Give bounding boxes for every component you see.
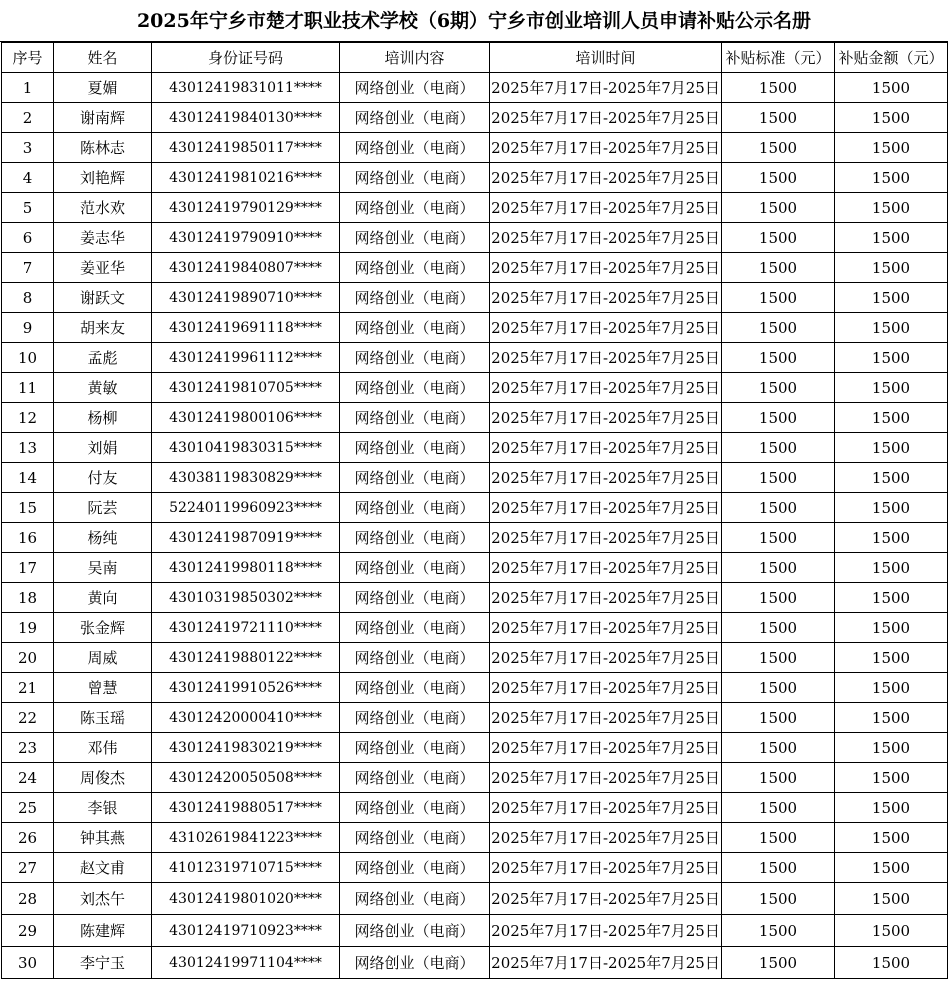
cell-training-content: 网络创业（电商） <box>340 793 490 823</box>
cell-training-period: 2025年7月17日-2025年7月25日 <box>490 283 722 313</box>
cell-index: 5 <box>2 193 54 223</box>
cell-id-number: 43012419980118**** <box>152 553 340 583</box>
table-body <box>2 73 948 979</box>
cell-training-content: 网络创业（电商） <box>340 223 490 253</box>
cell-subsidy-standard: 1500 <box>722 283 835 313</box>
cell-name: 张金辉 <box>54 613 152 643</box>
cell-training-period: 2025年7月17日-2025年7月25日 <box>490 583 722 613</box>
header-subsidy-amount: 补贴金额（元） <box>835 43 948 73</box>
cell-subsidy-standard: 1500 <box>722 103 835 133</box>
cell-name: 李银 <box>54 793 152 823</box>
cell-index: 10 <box>2 343 54 373</box>
cell-subsidy-amount: 1500 <box>835 433 948 463</box>
cell-subsidy-amount: 1500 <box>835 373 948 403</box>
cell-training-content: 网络创业（电商） <box>340 703 490 733</box>
cell-id-number: 43012420050508**** <box>152 763 340 793</box>
cell-subsidy-standard: 1500 <box>722 433 835 463</box>
cell-name: 钟其燕 <box>54 823 152 853</box>
header-training-content: 培训内容 <box>340 43 490 73</box>
cell-index: 27 <box>2 853 54 883</box>
cell-id-number: 43012419831011**** <box>152 73 340 103</box>
cell-index: 13 <box>2 433 54 463</box>
cell-name: 周俊杰 <box>54 763 152 793</box>
table-row <box>2 103 948 133</box>
cell-subsidy-amount: 1500 <box>835 403 948 433</box>
cell-id-number: 43012419801020**** <box>152 883 340 915</box>
cell-training-period: 2025年7月17日-2025年7月25日 <box>490 373 722 403</box>
cell-subsidy-amount: 1500 <box>835 553 948 583</box>
cell-training-period: 2025年7月17日-2025年7月25日 <box>490 853 722 883</box>
cell-training-content: 网络创业（电商） <box>340 493 490 523</box>
cell-training-content: 网络创业（电商） <box>340 133 490 163</box>
cell-subsidy-standard: 1500 <box>722 553 835 583</box>
cell-id-number: 43012419721110**** <box>152 613 340 643</box>
table-row <box>2 553 948 583</box>
cell-name: 黄敏 <box>54 373 152 403</box>
cell-subsidy-amount: 1500 <box>835 823 948 853</box>
cell-subsidy-standard: 1500 <box>722 463 835 493</box>
cell-id-number: 43012419910526**** <box>152 673 340 703</box>
cell-id-number: 43012419790910**** <box>152 223 340 253</box>
cell-subsidy-amount: 1500 <box>835 133 948 163</box>
cell-training-period: 2025年7月17日-2025年7月25日 <box>490 163 722 193</box>
header-row <box>2 43 948 73</box>
header-index: 序号 <box>2 43 54 73</box>
cell-name: 曾慧 <box>54 673 152 703</box>
cell-training-content: 网络创业（电商） <box>340 463 490 493</box>
cell-training-content: 网络创业（电商） <box>340 403 490 433</box>
table-row <box>2 223 948 253</box>
cell-training-content: 网络创业（电商） <box>340 947 490 979</box>
table-row <box>2 883 948 915</box>
cell-id-number: 43012419840130**** <box>152 103 340 133</box>
page-title: 2025年宁乡市楚才职业技术学校（6期）宁乡市创业培训人员申请补贴公示名册 <box>0 0 948 42</box>
cell-id-number: 43012419870919**** <box>152 523 340 553</box>
cell-training-content: 网络创业（电商） <box>340 373 490 403</box>
cell-training-period: 2025年7月17日-2025年7月25日 <box>490 313 722 343</box>
cell-subsidy-standard: 1500 <box>722 313 835 343</box>
cell-training-period: 2025年7月17日-2025年7月25日 <box>490 553 722 583</box>
cell-subsidy-standard: 1500 <box>722 343 835 373</box>
cell-subsidy-standard: 1500 <box>722 373 835 403</box>
cell-index: 11 <box>2 373 54 403</box>
cell-index: 4 <box>2 163 54 193</box>
cell-id-number: 52240119960923**** <box>152 493 340 523</box>
cell-name: 刘杰午 <box>54 883 152 915</box>
cell-name: 赵文甫 <box>54 853 152 883</box>
table-row <box>2 193 948 223</box>
cell-id-number: 43012419880122**** <box>152 643 340 673</box>
cell-id-number: 43012419691118**** <box>152 313 340 343</box>
cell-subsidy-amount: 1500 <box>835 493 948 523</box>
cell-index: 1 <box>2 73 54 103</box>
cell-subsidy-amount: 1500 <box>835 73 948 103</box>
subsidy-table <box>1 42 948 979</box>
cell-subsidy-amount: 1500 <box>835 613 948 643</box>
cell-training-content: 网络创业（电商） <box>340 313 490 343</box>
cell-name: 范水欢 <box>54 193 152 223</box>
cell-name: 邓伟 <box>54 733 152 763</box>
cell-subsidy-standard: 1500 <box>722 193 835 223</box>
cell-training-period: 2025年7月17日-2025年7月25日 <box>490 193 722 223</box>
cell-training-period: 2025年7月17日-2025年7月25日 <box>490 433 722 463</box>
cell-subsidy-amount: 1500 <box>835 253 948 283</box>
cell-training-content: 网络创业（电商） <box>340 283 490 313</box>
cell-name: 杨纯 <box>54 523 152 553</box>
cell-id-number: 43012419800106**** <box>152 403 340 433</box>
cell-training-content: 网络创业（电商） <box>340 613 490 643</box>
cell-subsidy-standard: 1500 <box>722 253 835 283</box>
cell-training-period: 2025年7月17日-2025年7月25日 <box>490 823 722 853</box>
cell-id-number: 43012419880517**** <box>152 793 340 823</box>
cell-name: 谢跃文 <box>54 283 152 313</box>
cell-training-content: 网络创业（电商） <box>340 733 490 763</box>
cell-index: 12 <box>2 403 54 433</box>
cell-index: 6 <box>2 223 54 253</box>
cell-id-number: 43012419810216**** <box>152 163 340 193</box>
cell-subsidy-amount: 1500 <box>835 463 948 493</box>
cell-name: 陈建辉 <box>54 915 152 947</box>
cell-training-content: 网络创业（电商） <box>340 73 490 103</box>
cell-subsidy-amount: 1500 <box>835 763 948 793</box>
table-row <box>2 313 948 343</box>
table-row <box>2 583 948 613</box>
cell-training-period: 2025年7月17日-2025年7月25日 <box>490 793 722 823</box>
cell-training-period: 2025年7月17日-2025年7月25日 <box>490 103 722 133</box>
table-row <box>2 763 948 793</box>
table-row <box>2 823 948 853</box>
cell-name: 周威 <box>54 643 152 673</box>
cell-subsidy-amount: 1500 <box>835 853 948 883</box>
cell-training-period: 2025年7月17日-2025年7月25日 <box>490 947 722 979</box>
cell-index: 24 <box>2 763 54 793</box>
cell-training-period: 2025年7月17日-2025年7月25日 <box>490 223 722 253</box>
cell-training-period: 2025年7月17日-2025年7月25日 <box>490 883 722 915</box>
cell-training-content: 网络创业（电商） <box>340 253 490 283</box>
cell-training-period: 2025年7月17日-2025年7月25日 <box>490 703 722 733</box>
cell-subsidy-amount: 1500 <box>835 673 948 703</box>
cell-subsidy-amount: 1500 <box>835 343 948 373</box>
cell-subsidy-amount: 1500 <box>835 703 948 733</box>
cell-subsidy-standard: 1500 <box>722 643 835 673</box>
cell-subsidy-standard: 1500 <box>722 793 835 823</box>
cell-subsidy-amount: 1500 <box>835 643 948 673</box>
cell-training-content: 网络创业（电商） <box>340 763 490 793</box>
cell-training-content: 网络创业（电商） <box>340 103 490 133</box>
cell-id-number: 43012419961112**** <box>152 343 340 373</box>
table-row <box>2 523 948 553</box>
cell-training-content: 网络创业（电商） <box>340 915 490 947</box>
cell-index: 20 <box>2 643 54 673</box>
cell-subsidy-standard: 1500 <box>722 163 835 193</box>
cell-training-content: 网络创业（电商） <box>340 163 490 193</box>
cell-subsidy-amount: 1500 <box>835 915 948 947</box>
cell-training-period: 2025年7月17日-2025年7月25日 <box>490 613 722 643</box>
cell-name: 姜亚华 <box>54 253 152 283</box>
cell-training-content: 网络创业（电商） <box>340 673 490 703</box>
cell-subsidy-standard: 1500 <box>722 673 835 703</box>
table-row <box>2 493 948 523</box>
table-row <box>2 73 948 103</box>
cell-training-content: 网络创业（电商） <box>340 823 490 853</box>
cell-id-number: 43010419830315**** <box>152 433 340 463</box>
cell-training-content: 网络创业（电商） <box>340 433 490 463</box>
table-row <box>2 373 948 403</box>
header-subsidy-standard: 补贴标准（元） <box>722 43 835 73</box>
cell-training-period: 2025年7月17日-2025年7月25日 <box>490 673 722 703</box>
cell-index: 3 <box>2 133 54 163</box>
table-row <box>2 163 948 193</box>
cell-id-number: 43012419830219**** <box>152 733 340 763</box>
cell-name: 陈林志 <box>54 133 152 163</box>
cell-subsidy-amount: 1500 <box>835 733 948 763</box>
table-row <box>2 403 948 433</box>
table-row <box>2 673 948 703</box>
cell-subsidy-standard: 1500 <box>722 403 835 433</box>
cell-subsidy-standard: 1500 <box>722 613 835 643</box>
cell-training-period: 2025年7月17日-2025年7月25日 <box>490 493 722 523</box>
cell-subsidy-standard: 1500 <box>722 883 835 915</box>
cell-subsidy-standard: 1500 <box>722 73 835 103</box>
cell-subsidy-amount: 1500 <box>835 583 948 613</box>
cell-name: 谢南辉 <box>54 103 152 133</box>
table-row <box>2 915 948 947</box>
cell-training-period: 2025年7月17日-2025年7月25日 <box>490 463 722 493</box>
cell-index: 9 <box>2 313 54 343</box>
cell-subsidy-standard: 1500 <box>722 223 835 253</box>
cell-id-number: 43012419790129**** <box>152 193 340 223</box>
cell-training-period: 2025年7月17日-2025年7月25日 <box>490 733 722 763</box>
table-row <box>2 643 948 673</box>
cell-index: 16 <box>2 523 54 553</box>
cell-subsidy-standard: 1500 <box>722 583 835 613</box>
cell-subsidy-standard: 1500 <box>722 733 835 763</box>
cell-id-number: 43012419810705**** <box>152 373 340 403</box>
cell-name: 陈玉瑶 <box>54 703 152 733</box>
cell-subsidy-amount: 1500 <box>835 523 948 553</box>
cell-id-number: 43012420000410**** <box>152 703 340 733</box>
cell-training-content: 网络创业（电商） <box>340 853 490 883</box>
cell-index: 7 <box>2 253 54 283</box>
cell-index: 26 <box>2 823 54 853</box>
cell-training-period: 2025年7月17日-2025年7月25日 <box>490 343 722 373</box>
cell-training-content: 网络创业（电商） <box>340 523 490 553</box>
cell-index: 30 <box>2 947 54 979</box>
cell-id-number: 41012319710715**** <box>152 853 340 883</box>
cell-name: 刘艳辉 <box>54 163 152 193</box>
cell-index: 19 <box>2 613 54 643</box>
cell-id-number: 43012419890710**** <box>152 283 340 313</box>
cell-training-period: 2025年7月17日-2025年7月25日 <box>490 915 722 947</box>
cell-training-content: 网络创业（电商） <box>340 583 490 613</box>
cell-name: 胡来友 <box>54 313 152 343</box>
table-row <box>2 793 948 823</box>
cell-subsidy-standard: 1500 <box>722 493 835 523</box>
cell-subsidy-amount: 1500 <box>835 793 948 823</box>
cell-index: 17 <box>2 553 54 583</box>
cell-name: 阮芸 <box>54 493 152 523</box>
table-row <box>2 853 948 883</box>
cell-subsidy-standard: 1500 <box>722 823 835 853</box>
table-row <box>2 283 948 313</box>
cell-subsidy-amount: 1500 <box>835 223 948 253</box>
cell-name: 李宁玉 <box>54 947 152 979</box>
cell-subsidy-amount: 1500 <box>835 313 948 343</box>
cell-training-content: 网络创业（电商） <box>340 343 490 373</box>
cell-training-content: 网络创业（电商） <box>340 193 490 223</box>
table-row <box>2 343 948 373</box>
cell-name: 孟彪 <box>54 343 152 373</box>
table-row <box>2 463 948 493</box>
cell-subsidy-amount: 1500 <box>835 103 948 133</box>
cell-id-number: 43012419971104**** <box>152 947 340 979</box>
table-row <box>2 947 948 979</box>
cell-training-period: 2025年7月17日-2025年7月25日 <box>490 133 722 163</box>
cell-subsidy-amount: 1500 <box>835 883 948 915</box>
cell-subsidy-standard: 1500 <box>722 523 835 553</box>
cell-id-number: 43010319850302**** <box>152 583 340 613</box>
cell-index: 25 <box>2 793 54 823</box>
cell-index: 22 <box>2 703 54 733</box>
cell-training-period: 2025年7月17日-2025年7月25日 <box>490 403 722 433</box>
cell-id-number: 43012419710923**** <box>152 915 340 947</box>
cell-name: 吴南 <box>54 553 152 583</box>
cell-index: 15 <box>2 493 54 523</box>
cell-training-period: 2025年7月17日-2025年7月25日 <box>490 523 722 553</box>
cell-name: 杨柳 <box>54 403 152 433</box>
cell-name: 付友 <box>54 463 152 493</box>
table-row <box>2 253 948 283</box>
table-row <box>2 703 948 733</box>
cell-id-number: 43012419840807**** <box>152 253 340 283</box>
table-row <box>2 733 948 763</box>
cell-name: 黄向 <box>54 583 152 613</box>
cell-subsidy-standard: 1500 <box>722 133 835 163</box>
cell-subsidy-amount: 1500 <box>835 193 948 223</box>
cell-training-period: 2025年7月17日-2025年7月25日 <box>490 253 722 283</box>
header-name: 姓名 <box>54 43 152 73</box>
cell-name: 夏媚 <box>54 73 152 103</box>
cell-subsidy-standard: 1500 <box>722 915 835 947</box>
table-row <box>2 433 948 463</box>
cell-training-period: 2025年7月17日-2025年7月25日 <box>490 73 722 103</box>
header-id-number: 身份证号码 <box>152 43 340 73</box>
cell-subsidy-standard: 1500 <box>722 763 835 793</box>
cell-index: 29 <box>2 915 54 947</box>
cell-training-content: 网络创业（电商） <box>340 883 490 915</box>
cell-training-content: 网络创业（电商） <box>340 553 490 583</box>
cell-index: 8 <box>2 283 54 313</box>
cell-training-period: 2025年7月17日-2025年7月25日 <box>490 763 722 793</box>
cell-index: 28 <box>2 883 54 915</box>
cell-name: 刘娟 <box>54 433 152 463</box>
cell-subsidy-amount: 1500 <box>835 947 948 979</box>
cell-subsidy-amount: 1500 <box>835 283 948 313</box>
cell-index: 2 <box>2 103 54 133</box>
header-training-period: 培训时间 <box>490 43 722 73</box>
table-row <box>2 613 948 643</box>
cell-id-number: 43102619841223**** <box>152 823 340 853</box>
cell-index: 21 <box>2 673 54 703</box>
cell-training-period: 2025年7月17日-2025年7月25日 <box>490 643 722 673</box>
cell-id-number: 43012419850117**** <box>152 133 340 163</box>
cell-index: 14 <box>2 463 54 493</box>
cell-subsidy-amount: 1500 <box>835 163 948 193</box>
cell-name: 姜志华 <box>54 223 152 253</box>
cell-subsidy-standard: 1500 <box>722 947 835 979</box>
cell-subsidy-standard: 1500 <box>722 703 835 733</box>
cell-training-content: 网络创业（电商） <box>340 643 490 673</box>
table-row <box>2 133 948 163</box>
cell-subsidy-standard: 1500 <box>722 853 835 883</box>
cell-id-number: 43038119830829**** <box>152 463 340 493</box>
cell-index: 18 <box>2 583 54 613</box>
cell-index: 23 <box>2 733 54 763</box>
